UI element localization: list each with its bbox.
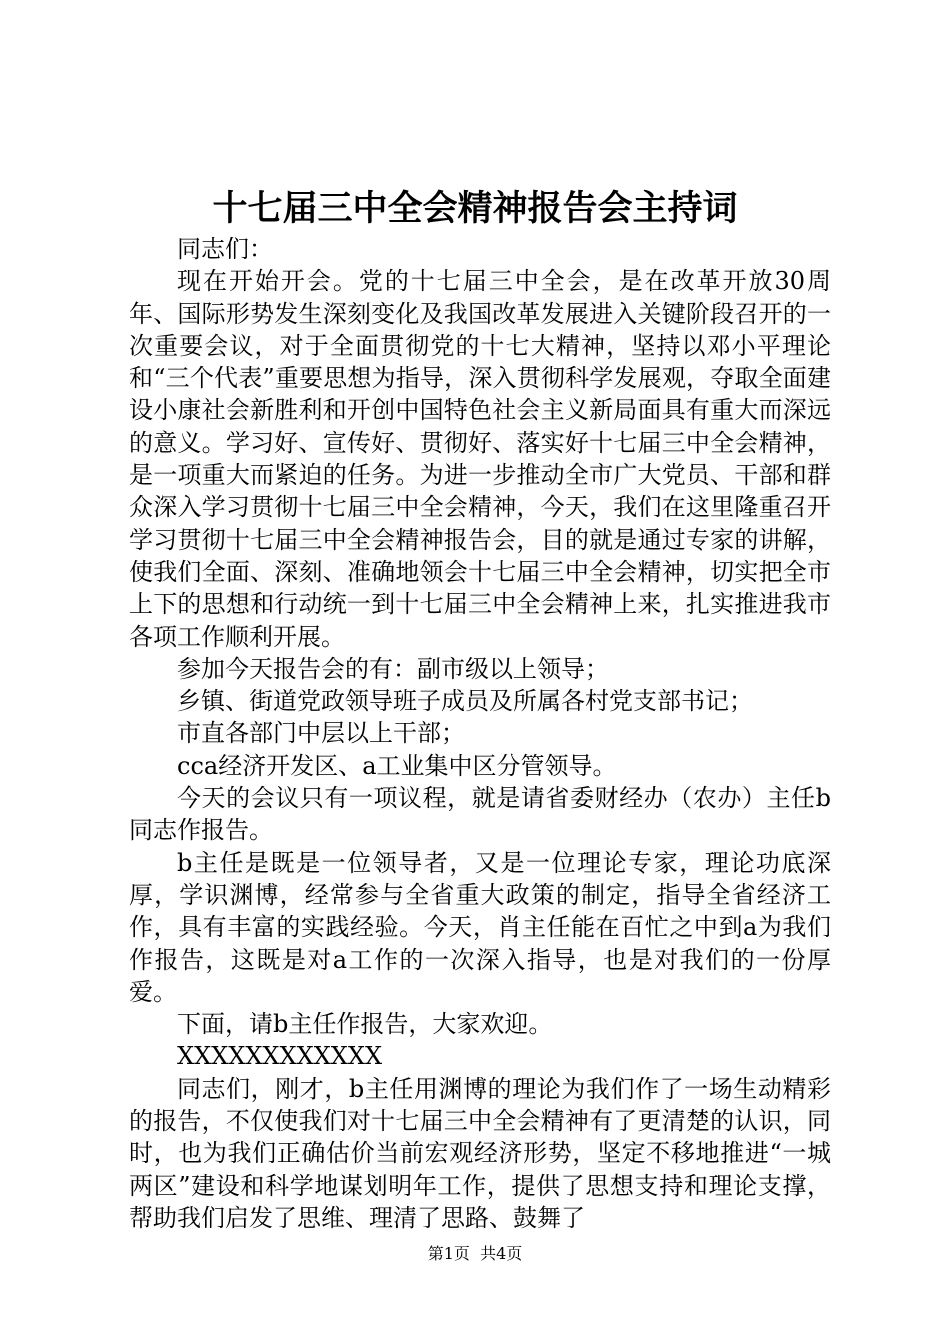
paragraph-placeholder: XXXXXXXXXXXX (177, 1042, 383, 1071)
paragraph-welcome: 下面，请b主任作报告，大家欢迎。 (177, 1010, 553, 1039)
paragraph-speaker-intro: b主任是既是一位领导者，又是一位理论专家，理论功底深厚，学识渊博，经常参与全省重大政策的制定，指导全省经济工作，具有丰富的实践经验。今天，肖主任能在百忙之中到a为我们作报告，这既是对a工作的一次深入指导，也是对我们的一份厚爱。 (129, 848, 831, 1006)
document-title: 十七届三中全会精神报告会主持词 (212, 188, 738, 229)
paragraph-greeting: 同志们： (177, 235, 273, 263)
document-body (129, 233, 831, 1234)
paragraph-opening: 现在开始开会。党的十七届三中全会，是在改革开放30周年、国际形势发生深刻变化及我国改革发展进入关键阶段召开的一次重要会议，对于全面贯彻党的十七大精神，坚持以邓小平理论和“三个代表”重要思想为指导，深入贯彻科学发展观，夺取全面建设小康社会新胜利和开创中国特色社会主义新局面具有重大而深远的意义。学习好、宣传好、贯彻好、落实好十七届三中全会精神，是一项重大而紧迫的任务。为进一步推动全市广大党员、干部和群众深入学习贯彻十七届三中全会精神，今天，我们在这里隆重召开学习贯彻十七届三中全会精神报告会，目的就是通过专家的讲解，使我们全面、深刻、准确地领会十七届三中全会精神，切实把全市上下的思想和行动统一到十七届三中全会精神上来，扎实推进我市各项工作顺利开展。 (129, 267, 831, 651)
paragraph-attendees-towns: 乡镇、街道党政领导班子成员及所属各村党支部书记； (177, 687, 753, 716)
paragraph-attendees-leaders: 参加今天报告会的有：副市级以上领导； (177, 654, 609, 683)
page-footer (0, 1244, 950, 1264)
paragraph-attendees-zones: cca经济开发区、a工业集中区分管领导。 (177, 751, 617, 780)
paragraph-agenda: 今天的会议只有一项议程，就是请省委财经办（农办）主任b同志作报告。 (129, 784, 831, 845)
paragraph-attendees-departments: 市直各部门中层以上干部； (177, 719, 465, 748)
paragraph-closing: 同志们，刚才，b主任用渊博的理论为我们作了一场生动精彩的报告，不仅使我们对十七届三中全会精神有了更清楚的认识，同时，也为我们正确估价当前宏观经济形势，坚定不移地推进“一城两区”建设和科学地谋划明年工作，提供了思想支持和理论支撑，帮助我们启发了思维、理清了思路、鼓舞了 (129, 1074, 831, 1232)
page-number-label: 第1页 共4页 (427, 1244, 523, 1263)
